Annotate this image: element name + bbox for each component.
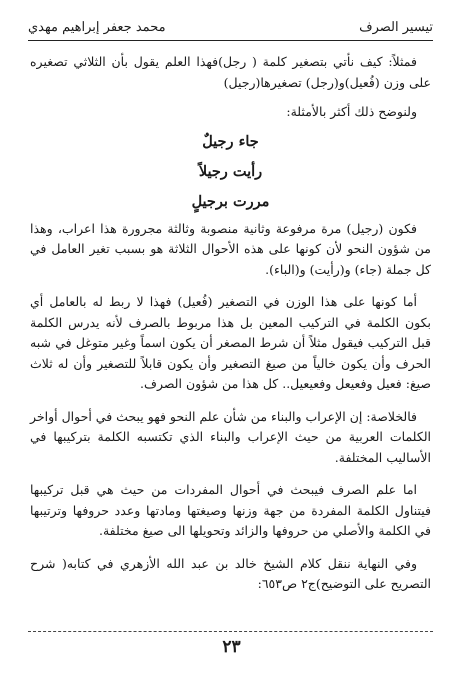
examples-block [30,127,431,217]
page-body [30,52,431,595]
paragraph-summary: فالخلاصة: إن الإعراب والبناء من شأن علم النحو فهو يبحث في أحوال أواخر الكلمات العربية من حيث الإعراب والبناء الذي تكتسبه الكلمة بتركيبها في الأساليب المختلفة. [30,408,431,465]
paragraph-morphology-explanation: أما كونها على هذا الوزن في التصغير (فُعيل) فهذا لا ربط له بالعامل أي بكون الكلمة في التركيب المعين بل هذا مربوط بالصرف لأنه يدرس الكلمة قبل التركيب فيقول مثلاً أن شرط المصغر أن يكون اسماً وغير متوغل في شبه الحرف وأن يكون خالياً من صيغ التصغير وأن يكون قابلاً للتصغير وأن له ثلاث صيغ: فعيل وفعيعل وفعيعيل.. كل هذا من شؤون الصرف. [30,294,431,391]
paragraph-grammar-explanation: فكون (رجيل) مرة مرفوعة وثانية منصوبة وثالثة مجرورة هذا اعراب، وهذا من شؤون النحو لأن كونها على هذه الأحوال الثلاثة هو بسبب تغير العامل في كل جملة (جاء) و(رأيت) و(الباء). [30,220,431,277]
book-title: تيسير الصرف [359,20,433,35]
example-1: جاء رجيلٌ [202,132,259,150]
running-header [28,18,433,40]
header-divider [28,40,433,41]
paragraph-citation-intro: وفي النهاية ننقل كلام الشيخ خالد بن عبد الله الأزهري في كتابه( شرح التصريح على التوضيح)ج٢ ص٦٥٣: [30,555,431,591]
example-2: رأيت رجيلاً [198,162,263,180]
author-name: محمد جعفر إبراهيم مهدي [28,20,166,35]
example-3: مررت برجيلٍ [191,192,270,210]
paragraph-example-intro: فمثلاً: كيف نأتي بتصغير كلمة ( رجل)فهذا العلم يقول بأن الثلاثي تصغيره على وزن (فُعيل)و(رجل) تصغيرها(رجيل) [30,54,431,90]
paragraph-morphology-definition: اما علم الصرف فيبحث في أحوال المفردات من حيث هي قبل تركيبها فيتناول الكلمة المفردة من جهة وزنها وصيغتها ومادتها وعدد حروفها وترتيبها في الكلمة والأصلي من حروفها والزائد وتحويلها الى صيغ مختلفة. [30,482,431,538]
page-number: ٢٣ [222,637,241,657]
footer-divider [28,631,433,632]
paragraph-examples-lead: ولنوضح ذلك أكثر بالأمثلة: [286,104,417,119]
